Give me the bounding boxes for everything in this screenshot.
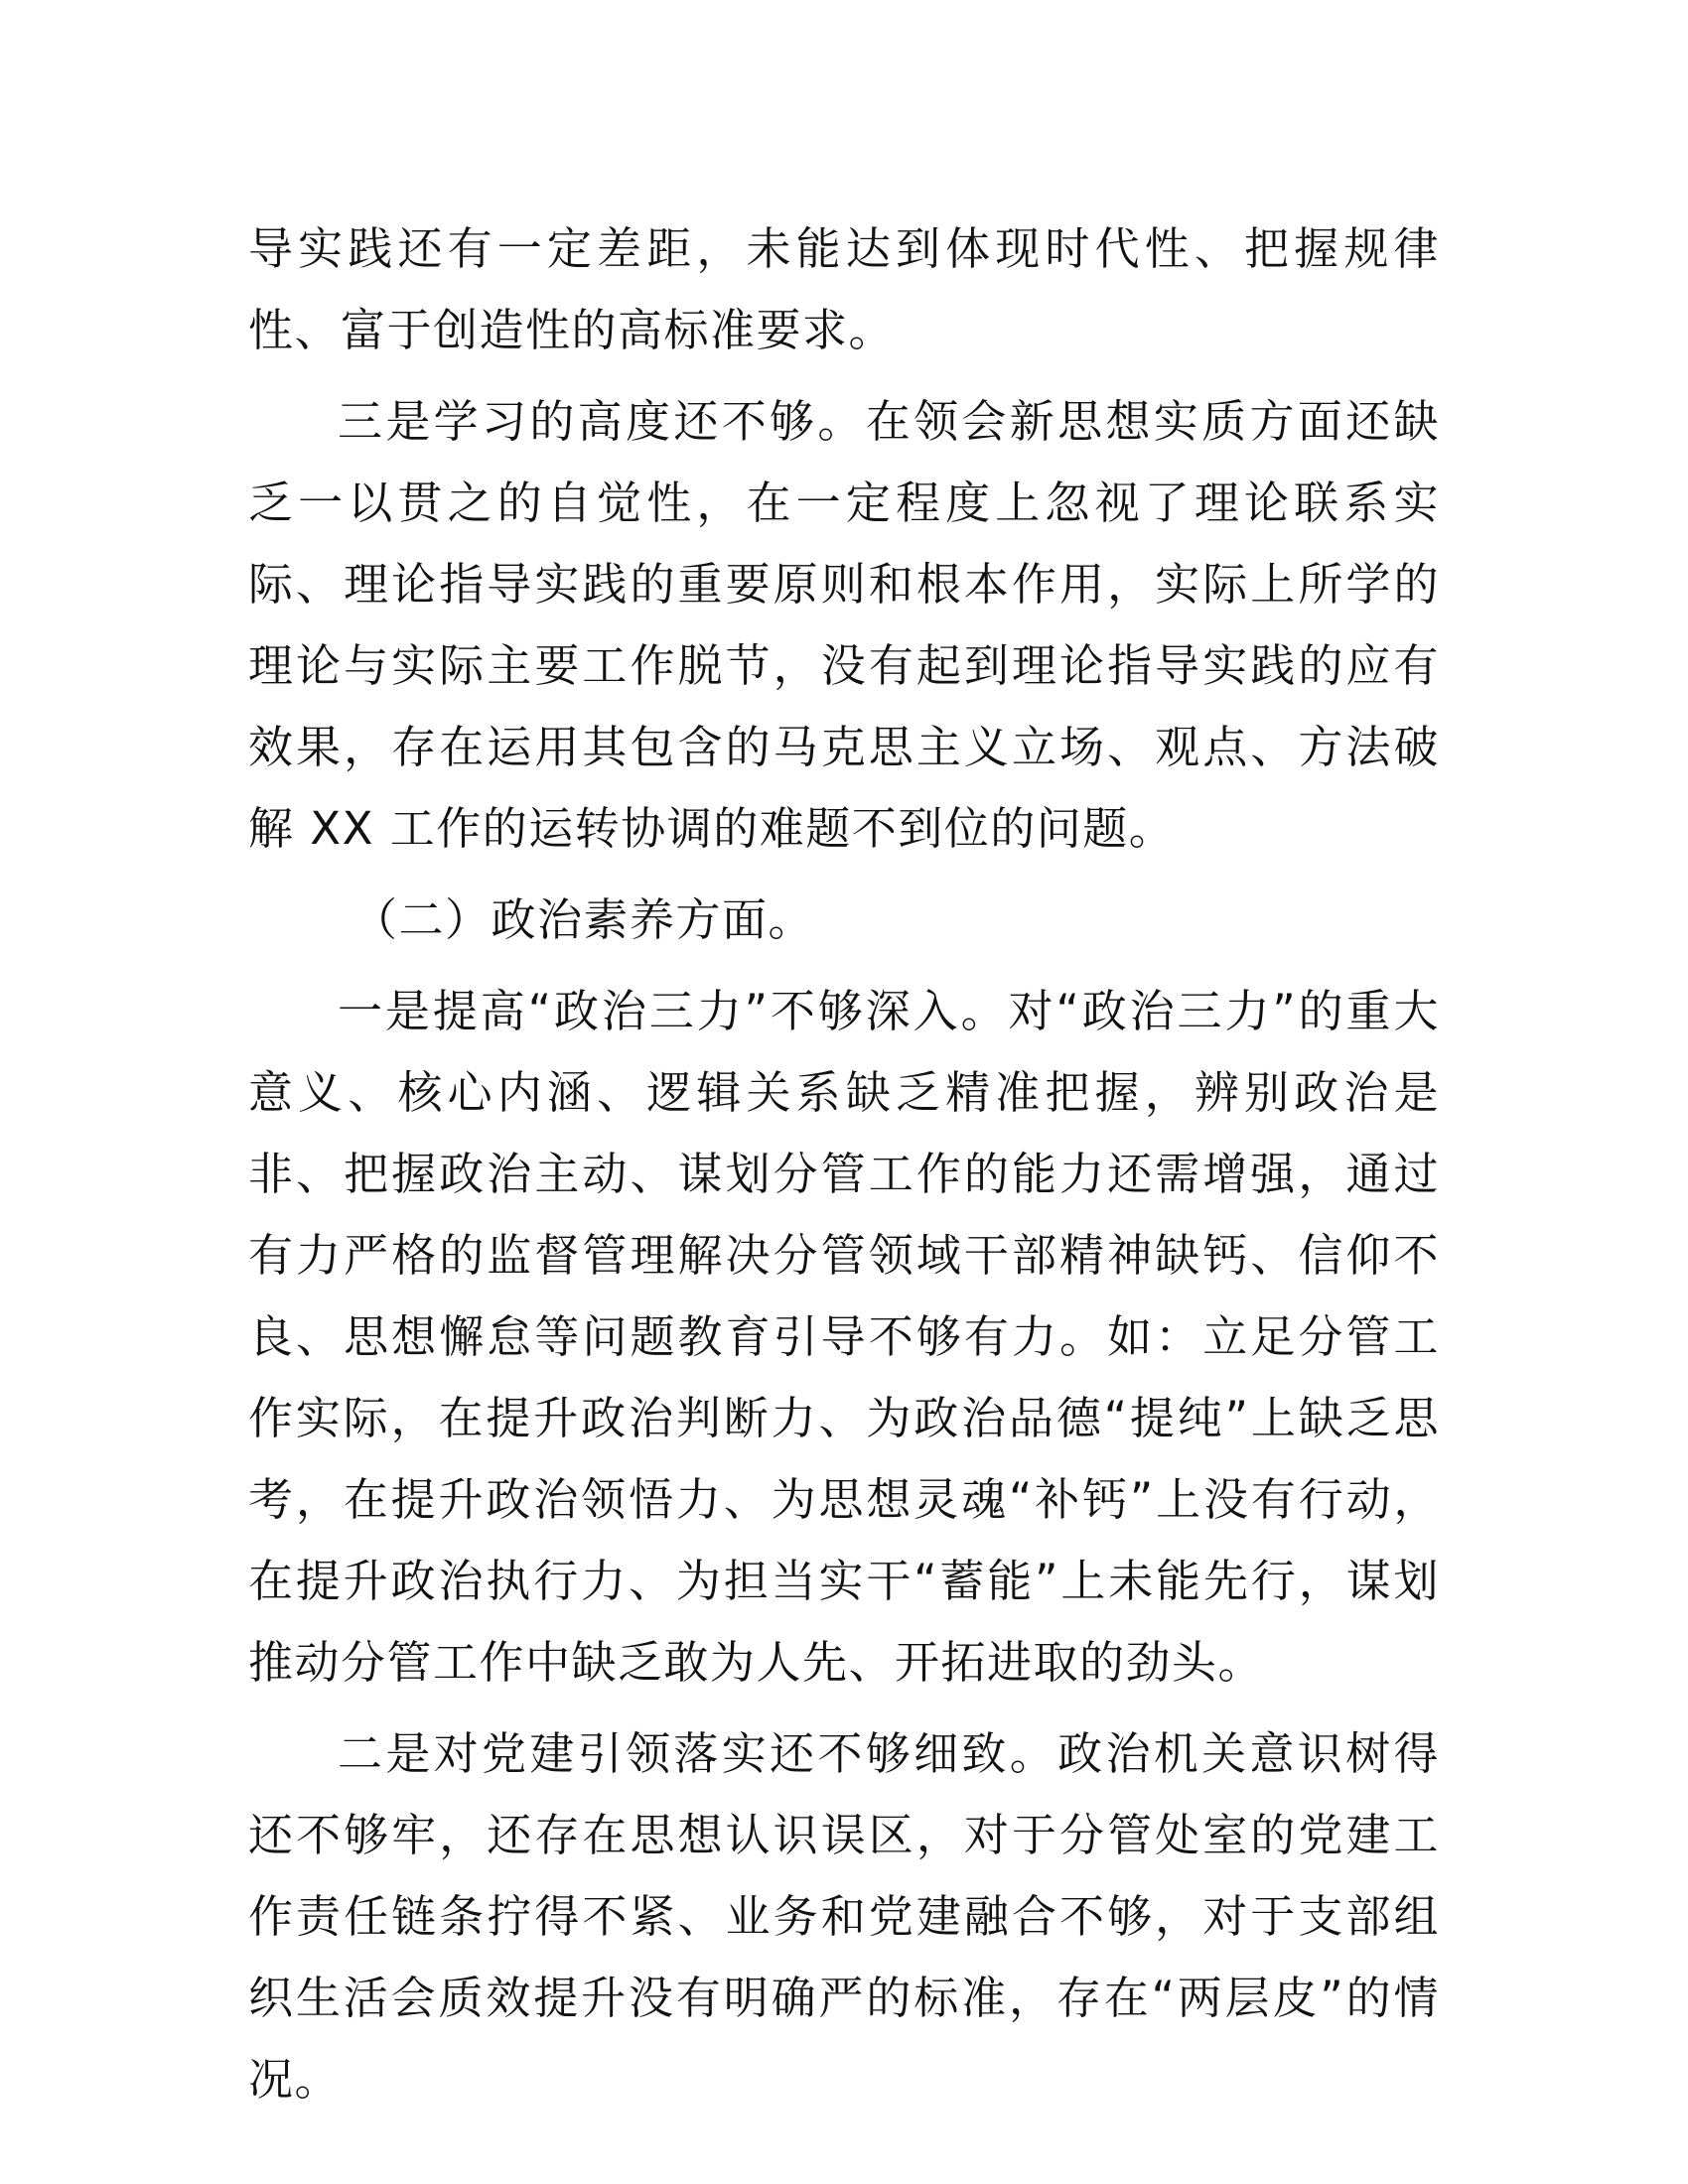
paragraph-continuation: 导实践还有一定差距，未能达到体现时代性、把握规律性、富于创造性的高标准要求。	[248, 222, 1440, 356]
section-heading-political-quality: （二）政治素养方面。	[352, 893, 815, 946]
paragraph-study-height: 三是学习的高度还不够。在领会新思想实质方面还缺乏一以贯之的自觉性，在一定程度上忽视了理论联系实际、理论指导实践的重要原则和根本作用，实际上所学的理论与实际主要工作脱节，没有起到理论指导实践的应有效果，存在运用其包含的马克思主义立场、观点、方法破解 XX 工作的运转协调的难题不到位的问题。	[248, 395, 1440, 855]
paragraph-party-building: 二是对党建引领落实还不够细致。政治机关意识树得还不够牢，还存在思想认识误区，对于分管处室的党建工作责任链条拧得不紧、业务和党建融合不够，对于支部组织生活会质效提升没有明确严的标准，存在“两层皮”的情况。	[248, 1727, 1440, 2106]
document-body	[248, 208, 1440, 2120]
paragraph-political-three-abilities: 一是提高“政治三力”不够深入。对“政治三力”的重大意义、核心内涵、逻辑关系缺乏精准把握，辨别政治是非、把握政治主动、谋划分管工作的能力还需增强，通过有力严格的监督管理解决分管领域干部精神缺钙、信仰不良、思想懈怠等问题教育引导不够有力。如：立足分管工作实际，在提升政治判断力、为政治品德“提纯”上缺乏思考，在提升政治领悟力、为思想灵魂“补钙”上没有行动，在提升政治执行力、为担当实干“蓄能”上未能先行，谋划推动分管工作中缺乏敢为人先、开拓进取的劲头。	[248, 985, 1440, 1689]
